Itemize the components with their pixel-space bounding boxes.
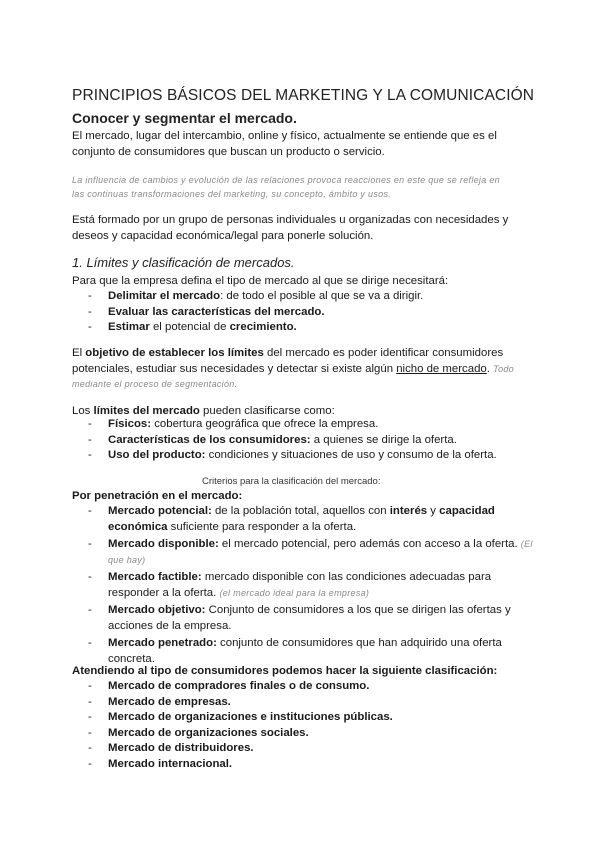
subtitle: Conocer y segmentar el mercado. — [72, 110, 297, 126]
limits-list — [88, 417, 497, 464]
list-item: - Evaluar las características del mercado. — [88, 305, 423, 321]
list-item: - Características de los consumidores: a quienes se dirige la oferta. — [88, 433, 497, 449]
limits-lead: Los límites del mercado pueden clasificarse como: — [72, 405, 335, 417]
penetration-title: Por penetración en el mercado: — [72, 490, 243, 502]
nicho-link: nicho de mercado — [396, 363, 487, 375]
note-line-1: La influencia de cambios y evolución de las relaciones provoca reacciones en este que se refleja en — [72, 175, 500, 185]
list-item: - Mercado penetrado: conjunto de consumidores que han adquirido una oferta concreta. — [88, 636, 533, 667]
list-item: - Delimitar el mercado: de todo el posible al que se va a dirigir. — [88, 289, 423, 305]
list-item: - Mercado potencial: de la población total, aquellos con interés y capacidad económica suficiente para responder a la oferta. — [88, 504, 533, 535]
intro-line-1: El mercado, lugar del intercambio, online y físico, actualmente se entiende que es el — [72, 130, 497, 142]
list-item: - Uso del producto: condiciones y situaciones de uso y consumo de la oferta. — [88, 448, 497, 464]
list-item: - Mercado objetivo: Conjunto de consumidores a los que se dirigen las ofertas y acciones de la empresa. — [88, 603, 533, 634]
list-item: - Mercado de organizaciones sociales. — [88, 726, 393, 742]
list-item: - Mercado factible: mercado disponible con las condiciones adecuadas para responder a la oferta. (el mercado ideal para la empresa) — [88, 570, 533, 601]
list-item: - Mercado disponible: el mercado potencial, pero además con acceso a la oferta. (El que hay) — [88, 537, 533, 568]
list-item: - Estimar el potencial de crecimiento. — [88, 320, 423, 336]
list-item: - Mercado de compradores finales o de consumo. — [88, 679, 393, 695]
section-1-lead: Para que la empresa defina el tipo de mercado al que se dirige necesitará: — [72, 275, 449, 287]
objective-line-2: potenciales, estudiar sus necesidades y detectar si existe algún nicho de mercado. Todo — [72, 363, 514, 375]
page-title: PRINCIPIOS BÁSICOS DEL MARKETING Y LA COMUNICACIÓN — [72, 87, 535, 104]
objective-line-3: mediante el proceso de segmentación. — [72, 379, 238, 389]
formed-line-2: deseos y capacidad económica/legal para ponerle solución. — [72, 230, 374, 242]
consumer-type-list — [88, 679, 393, 772]
consumer-type-title: Atendiendo al tipo de consumidores podemos hacer la siguiente clasificación: — [72, 665, 498, 677]
list-item: - Mercado de distribuidores. — [88, 741, 393, 757]
list-item: - Mercado internacional. — [88, 757, 393, 773]
penetration-list — [88, 504, 533, 667]
criteria-title: Criterios para la clasificación del mercado: — [202, 476, 381, 487]
list-item: - Físicos: cobertura geográfica que ofrece la empresa. — [88, 417, 497, 433]
list-item: - Mercado de organizaciones e instituciones públicas. — [88, 710, 393, 726]
note-line-2: las continuas transformaciones del marketing, su concepto, ámbito y usos. — [72, 189, 392, 199]
objective-line-1: El objetivo de establecer los límites del mercado es poder identificar consumidores — [72, 347, 504, 359]
section-1-title: 1. Límites y clasificación de mercados. — [72, 255, 295, 270]
intro-line-2: conjunto de consumidores que buscan un producto o servicio. — [72, 146, 385, 158]
formed-line-1: Está formado por un grupo de personas individuales u organizadas con necesidades y — [72, 214, 509, 226]
requirements-list — [88, 289, 423, 336]
list-item: - Mercado de empresas. — [88, 695, 393, 711]
